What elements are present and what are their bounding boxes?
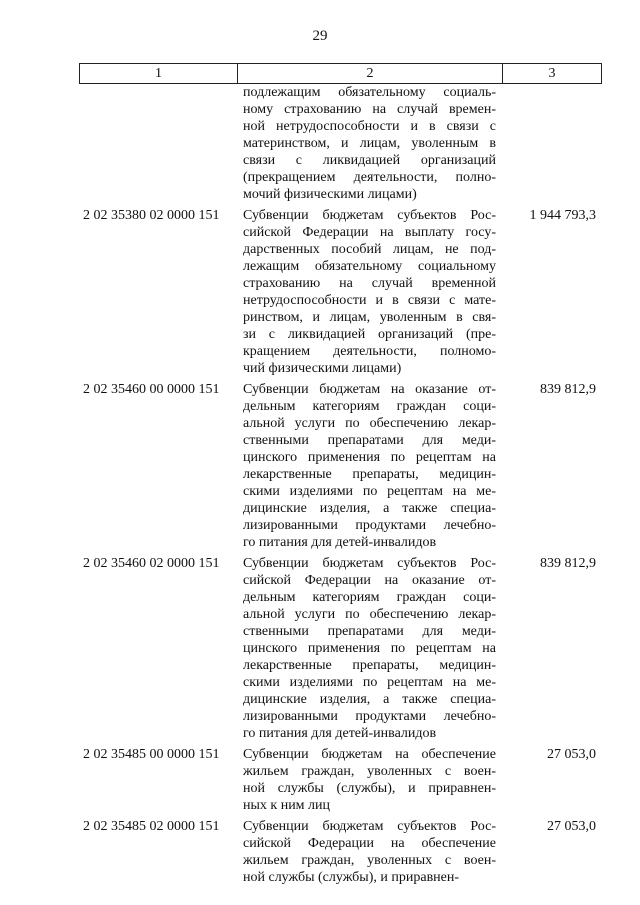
description-line: Субвенции бюджетам на оказание от- xyxy=(243,382,496,397)
table-header xyxy=(79,63,602,84)
description-line: цинского применения по рецептам на xyxy=(243,450,496,465)
table-body xyxy=(79,84,602,890)
description-line: лекарственные препараты, медицин- xyxy=(243,467,496,482)
description-line: ной службы (службы), и приравнен- xyxy=(243,781,496,796)
description-line: скими изделиями по рецептам на ме- xyxy=(243,484,496,499)
description-line: лизированными продуктами лечебно- xyxy=(243,518,496,533)
description-line: го питания для детей-инвалидов xyxy=(243,535,437,550)
description-line: Субвенции бюджетам на обеспечение xyxy=(243,747,496,762)
description-line: мочий физическими лицами) xyxy=(243,187,417,202)
description xyxy=(237,84,502,203)
description-line: Субвенции бюджетам субъектов Рос- xyxy=(243,556,496,571)
description-line: жильем граждан, уволенных с воен- xyxy=(243,764,496,779)
budget-code: 2 02 35485 00 0000 151 xyxy=(83,747,220,762)
description-line: нетрудоспособности и в связи с мате- xyxy=(243,293,496,308)
description xyxy=(237,555,502,742)
description-line: дицинские изделия, а также специа- xyxy=(243,692,496,707)
description-line: ной службы (службы), и приравнен- xyxy=(243,870,460,885)
description-line: цинского применения по рецептам на xyxy=(243,641,496,656)
amount: 1 944 793,3 xyxy=(529,208,596,223)
description-line: дельным категориям граждан соци- xyxy=(243,590,496,605)
description-line: ственными препаратами для меди- xyxy=(243,433,496,448)
description-line: дельным категориям граждан соци- xyxy=(243,399,496,414)
description-line: ной нетрудоспособности и в связи с xyxy=(243,119,496,134)
description-line: ственными препаратами для меди- xyxy=(243,624,496,639)
table-row xyxy=(79,818,602,886)
description xyxy=(237,818,502,886)
description-line: альной услуги по обеспечению лекар- xyxy=(243,607,496,622)
description-line: сийской Федерации на оказание от- xyxy=(243,573,496,588)
description-line: кращением деятельности, полномо- xyxy=(243,344,496,359)
amount: 839 812,9 xyxy=(540,382,596,397)
description-line: ному страхованию на случай времен- xyxy=(243,102,496,117)
table-row xyxy=(79,381,602,551)
description-line: (прекращением деятельности, полно- xyxy=(243,170,496,185)
description-line: Субвенции бюджетам субъектов Рос- xyxy=(243,208,496,223)
table-row xyxy=(79,207,602,377)
description-line: чий физическими лицами) xyxy=(243,361,402,376)
description xyxy=(237,746,502,814)
description-line: дицинские изделия, а также специа- xyxy=(243,501,496,516)
budget-code xyxy=(79,84,237,203)
description-line: сийской Федерации на обеспечение xyxy=(243,836,496,851)
description-line: го питания для детей-инвалидов xyxy=(243,726,437,741)
description-line: страхованию на случай временной xyxy=(243,276,496,291)
description-line: ных к ним лиц xyxy=(243,798,331,813)
budget-code: 2 02 35460 00 0000 151 xyxy=(83,382,220,397)
budget-code: 2 02 35460 02 0000 151 xyxy=(83,556,220,571)
amount xyxy=(502,84,600,203)
header-col-2: 2 xyxy=(238,64,503,83)
table-row xyxy=(79,746,602,814)
description xyxy=(237,207,502,377)
description-line: сийской Федерации на выплату госу- xyxy=(243,225,496,240)
description-line: лизированными продуктами лечебно- xyxy=(243,709,496,724)
description-line: подлежащим обязательному социаль- xyxy=(243,85,496,100)
description-line: ринством, и лицам, уволенным в свя- xyxy=(243,310,496,325)
budget-code: 2 02 35380 02 0000 151 xyxy=(83,208,220,223)
amount: 27 053,0 xyxy=(547,747,596,762)
description-line: лекарственные препараты, медицин- xyxy=(243,658,496,673)
description-line: связи с ликвидацией организаций xyxy=(243,153,496,168)
description-line: Субвенции бюджетам субъектов Рос- xyxy=(243,819,496,834)
amount: 839 812,9 xyxy=(540,556,596,571)
header-col-1: 1 xyxy=(80,64,238,83)
description-line: зи с ликвидацией организаций (пре- xyxy=(243,327,496,342)
description-line: альной услуги по обеспечению лекар- xyxy=(243,416,496,431)
description-line: лежащим обязательному социальному xyxy=(243,259,496,274)
amount: 27 053,0 xyxy=(547,819,596,834)
description-line: материнством, и лицам, уволенным в xyxy=(243,136,496,151)
description-line: скими изделиями по рецептам на ме- xyxy=(243,675,496,690)
table-row xyxy=(79,84,602,203)
description-line: жильем граждан, уволенных с воен- xyxy=(243,853,496,868)
description xyxy=(237,381,502,551)
page-number: 29 xyxy=(312,28,328,44)
header-col-3: 3 xyxy=(548,66,556,81)
table-row xyxy=(79,555,602,742)
budget-code: 2 02 35485 02 0000 151 xyxy=(83,819,220,834)
description-line: дарственных пособий лицам, не под- xyxy=(243,242,496,257)
